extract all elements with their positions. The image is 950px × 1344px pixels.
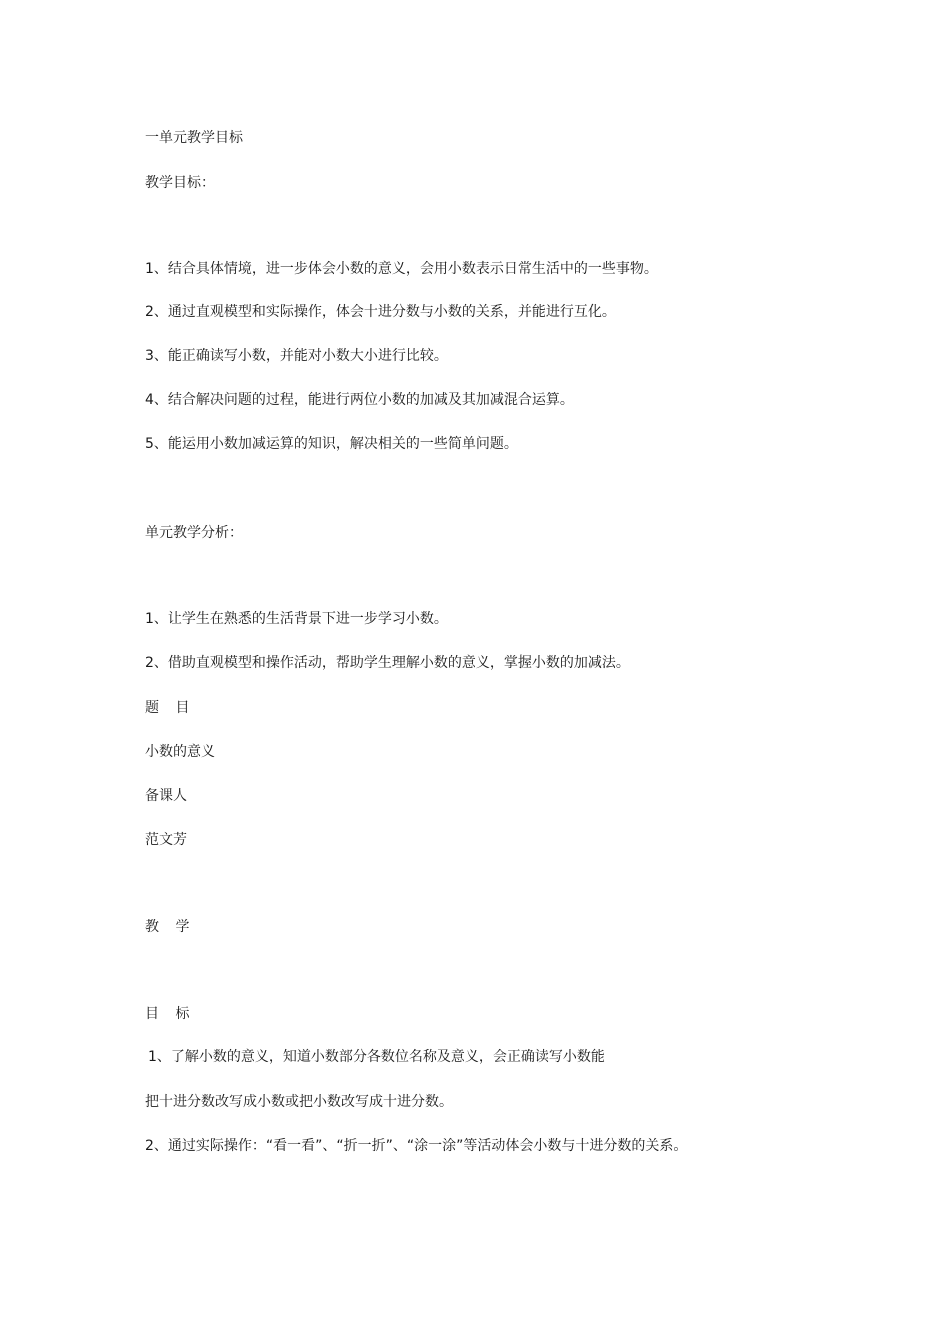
goal-item-continuation: 把十进分数改写成小数或把小数改写成十进分数。 [145, 1094, 453, 1110]
preparer-value: 范文芳 [145, 832, 187, 848]
objectives-heading: 教学目标： [145, 175, 215, 191]
analysis-item: 2、借助直观模型和操作活动，帮助学生理解小数的意义，掌握小数的加减法。 [145, 655, 630, 671]
objective-item: 2、通过直观模型和实际操作，体会十进分数与小数的关系，并能进行互化。 [145, 304, 616, 320]
preparer-label: 备课人 [145, 788, 187, 804]
unit-title: 一单元教学目标 [145, 130, 243, 146]
goal-item: 2、通过实际操作：“看一看”、“折一折”、“涂一涂”等活动体会小数与十进分数的关系。 [145, 1138, 688, 1154]
analysis-heading: 单元教学分析： [145, 525, 243, 541]
objective-item: 5、能运用小数加减运算的知识，解决相关的一些简单问题。 [145, 436, 518, 452]
objective-item: 1、结合具体情境，进一步体会小数的意义，会用小数表示日常生活中的一些事物。 [145, 261, 658, 277]
topic-value: 小数的意义 [145, 744, 215, 760]
topic-label: 题 目 [145, 700, 196, 716]
objective-item: 3、能正确读写小数，并能对小数大小进行比较。 [145, 348, 448, 364]
analysis-item: 1、让学生在熟悉的生活背景下进一步学习小数。 [145, 611, 448, 627]
goal-label: 目 标 [145, 1006, 196, 1022]
objective-item: 4、结合解决问题的过程，能进行两位小数的加减及其加减混合运算。 [145, 392, 574, 408]
goal-item: 1、了解小数的意义，知道小数部分各数位名称及意义，会正确读写小数能 [148, 1049, 605, 1065]
teaching-label: 教 学 [145, 919, 196, 935]
